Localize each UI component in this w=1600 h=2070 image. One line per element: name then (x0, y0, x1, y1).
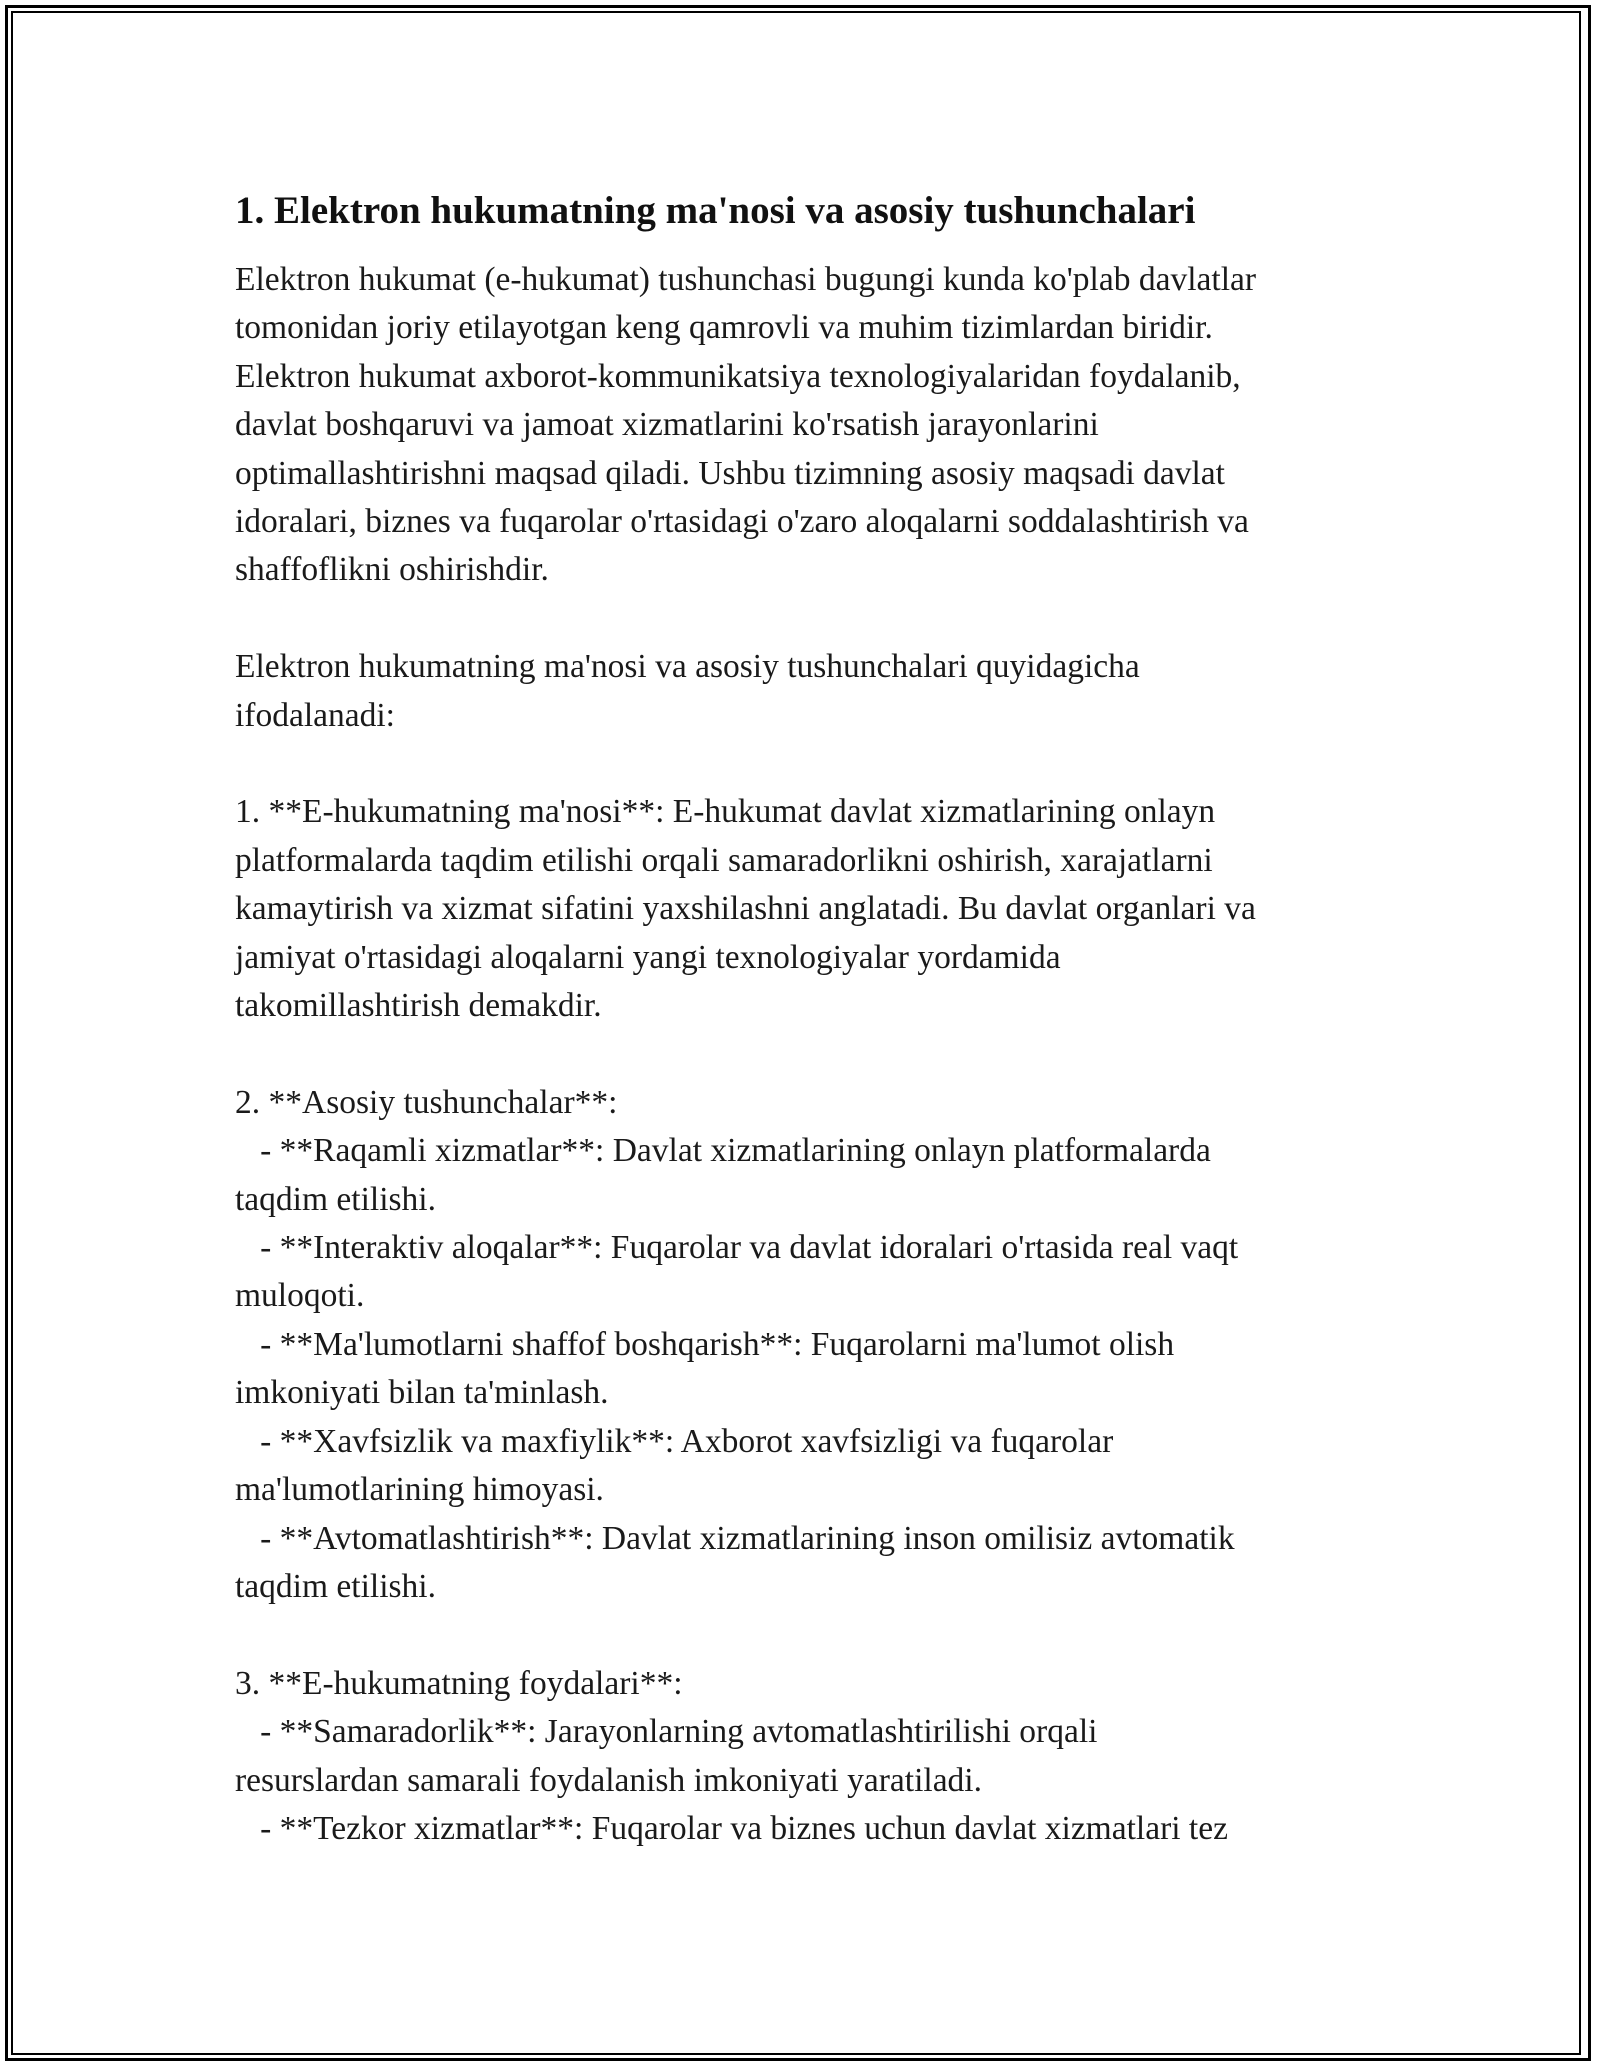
text-line: tomonidan joriy etilayotgan keng qamrovli va muhim tizimlardan biridir. (235, 309, 1213, 347)
blank-line (235, 1611, 1395, 1659)
text-line: davlat boshqaruvi va jamoat xizmatlarini ko'rsatish jarayonlarini (235, 406, 1099, 444)
text-line: 2. **Asosiy tushunchalar**: (235, 1083, 618, 1121)
text-line: resurslardan samarali foydalanish imkoniyati yaratiladi. (235, 1761, 982, 1799)
text-line: - **Tezkor xizmatlar**: Fuqarolar va biznes uchun davlat xizmatlari tez (235, 1809, 1228, 1847)
text-line: - **Raqamli xizmatlar**: Davlat xizmatlarining onlayn platformalarda (235, 1132, 1211, 1170)
text-line: Elektron hukumat (e-hukumat) tushunchasi bugungi kunda ko'plab davlatlar (235, 261, 1257, 298)
blank-line (235, 595, 1395, 643)
text-line: - **Xavfsizlik va maxfiylik**: Axborot xavfsizligi va fuqarolar (235, 1422, 1114, 1460)
text-line: - **Interaktiv aloqalar**: Fuqarolar va davlat idoralari o'rtasida real vaqt (235, 1229, 1239, 1267)
text-line: jamiyat o'rtasidagi aloqalarni yangi texnologiyalar yordamida (235, 938, 1061, 976)
text-line: platformalarda taqdim etilishi orqali samaradorlikni oshirish, xarajatlarni (235, 841, 1213, 879)
text-line: kamaytirish va xizmat sifatini yaxshilashni anglatadi. Bu davlat organlari va (235, 890, 1256, 928)
text-line: 3. **E-hukumatning foydalari**: (235, 1664, 683, 1702)
text-line: Elektron hukumatning ma'nosi va asosiy tushunchalari quyidagicha (235, 648, 1140, 686)
text-line: - **Samaradorlik**: Jarayonlarning avtomatlashtirilishi orqali (235, 1713, 1098, 1751)
text-line: muloqoti. (235, 1277, 365, 1315)
document-heading: 1. Elektron hukumatning ma'nosi va asosiy tushunchalari (235, 189, 1196, 232)
text-line: idoralari, biznes va fuqarolar o'rtasidagi o'zaro aloqalarni soddalashtirish va (235, 503, 1249, 541)
text-line: takomillashtirish demakdir. (235, 987, 602, 1025)
text-line: ifodalanadi: (235, 696, 395, 734)
document-text (235, 256, 1395, 1853)
document-body (235, 186, 1395, 1853)
text-line: shaffoflikni oshirishdir. (235, 551, 549, 589)
text-line: ma'lumotlarining himoyasi. (235, 1471, 604, 1509)
blank-line (235, 1030, 1395, 1078)
text-line: optimallashtirishni maqsad qiladi. Ushbu tizimning asosiy maqsadi davlat (235, 454, 1225, 492)
text-line: - **Ma'lumotlarni shaffof boshqarish**: Fuqarolarni ma'lumot olish (235, 1325, 1175, 1363)
text-line: Elektron hukumat axborot-kommunikatsiya texnologiyalaridan foydalanib, (235, 357, 1241, 395)
text-line: imkoniyati bilan ta'minlash. (235, 1374, 609, 1412)
text-line: - **Avtomatlashtirish**: Davlat xizmatlarining inson omilisiz avtomatik (235, 1519, 1235, 1557)
blank-line (235, 740, 1395, 788)
text-line: 1. **E-hukumatning ma'nosi**: E-hukumat davlat xizmatlarining onlayn (235, 793, 1216, 831)
text-line: taqdim etilishi. (235, 1567, 436, 1605)
text-line: taqdim etilishi. (235, 1180, 436, 1218)
